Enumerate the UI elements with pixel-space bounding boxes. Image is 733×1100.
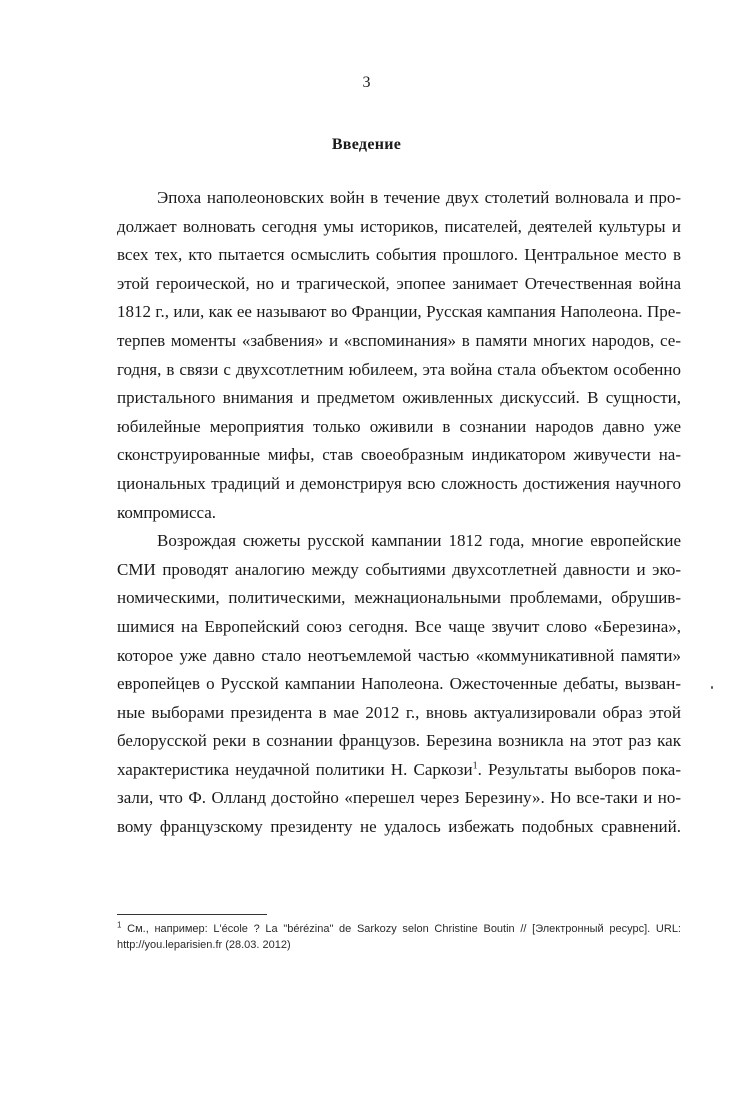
footnote-line: [117, 921, 681, 937]
scan-speck: [711, 686, 713, 689]
text-line: вому французскому президенту не удалось избежать подобных сравнений.: [117, 817, 681, 837]
text-line: годня, в связи с двухсотлетним юбилеем, эта война стала объектом особенно: [117, 359, 681, 379]
footnote-text: См., например: L'école ? La "bérézina" de Sarkozy selon Christine Boutin // [Электронный ресурс]. URL:: [121, 923, 681, 935]
text-line: юбилейные мероприятия только оживили в сознании народов давно уже: [117, 416, 681, 436]
body-text: [117, 184, 681, 842]
footnote-marker: 1: [117, 920, 122, 930]
text-line: которое уже давно стало неотъемлемой частью «коммуникативной памяти»: [117, 645, 681, 665]
text-line: этой героической, но и трагической, эпопее занимает Отечественная война: [117, 273, 681, 293]
text-line: всех тех, кто пытается осмыслить события прошлого. Центральное место в: [117, 245, 681, 265]
text-line: 1812 г., или, как ее называют во Франции, Русская кампания Наполеона. Пре-: [117, 302, 681, 322]
paragraph-2: [117, 527, 681, 842]
text-line: ные выборами президента в мае 2012 г., вновь актуализировали образ этой: [117, 702, 681, 722]
text-fragment: характеристика неудачной политики Н. Саркози: [117, 759, 473, 779]
text-line: сконструированные мифы, став своеобразным индикатором живучести на-: [117, 445, 681, 465]
text-line: пристального внимания и предметом оживленных дискуссий. В сущности,: [117, 388, 681, 408]
footnote: [117, 921, 681, 953]
text-line: европейцев о Русской кампании Наполеона. Ожесточенные дебаты, вызван-: [117, 674, 681, 694]
text-line: компромисса.: [117, 502, 217, 522]
text-line: белорусской реки в сознании французов. Березина возникла на этот раз как: [117, 731, 681, 751]
text-line-with-footnote: [117, 756, 681, 785]
text-line: Эпоха наполеоновских войн в течение двух столетий волновала и про-: [157, 188, 681, 207]
text-line: СМИ проводят аналогию между событиями двухсотлетней давности и эко-: [117, 559, 681, 579]
text-fragment: . Результаты выборов пока-: [477, 759, 681, 779]
text-line: шимися на Европейский союз сегодня. Все чаще звучит слово «Березина»,: [117, 616, 681, 636]
text-line: номическими, политическими, межнациональными проблемами, обрушив-: [117, 588, 681, 608]
page-title: Введение: [331, 136, 402, 153]
footnote-divider: [117, 914, 267, 915]
footnote-url[interactable]: http://you.leparisien.fr (28.03. 2012): [117, 939, 291, 951]
text-line: циональных традиций и демонстрируя всю сложность достижения научного: [117, 473, 681, 493]
paragraph-1: [117, 184, 681, 527]
text-line: Возрождая сюжеты русской кампании 1812 года, многие европейские: [157, 531, 681, 551]
footnote-ref[interactable]: 1: [472, 760, 478, 772]
text-line: должает волновать сегодня умы историков, писателей, деятелей культуры и: [117, 216, 681, 236]
text-line: терпев моменты «забвения» и «вспоминания» в памяти многих народов, се-: [117, 330, 681, 350]
page-number: 3: [362, 74, 371, 91]
text-line: зали, что Ф. Олланд достойно «перешел через Березину». Но все-таки и но-: [117, 788, 681, 808]
